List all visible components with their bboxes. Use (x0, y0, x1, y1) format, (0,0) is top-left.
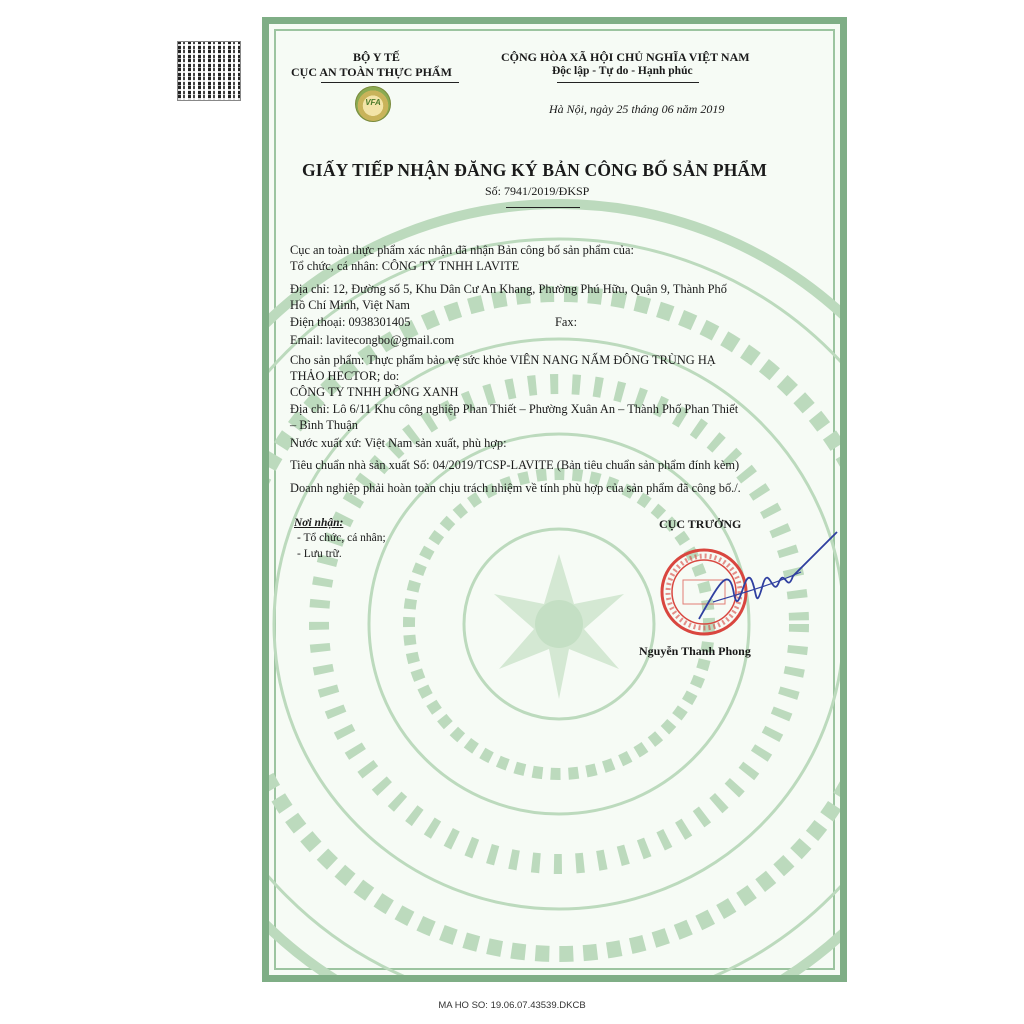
document-number: Số: 7941/2019/ĐKSP (485, 184, 590, 198)
manufacturer-address-2: – Bình Thuận (290, 418, 358, 432)
number-underline (506, 207, 580, 208)
document-title: GIẤY TIẾP NHẬN ĐĂNG KÝ BẢN CÔNG BỐ SẢN PHẨM (302, 160, 768, 180)
responsibility-line: Doanh nghiệp phải hoàn toàn chịu trách nhiệm về tính phù hợp của sản phẩm đã công bố./. (290, 481, 741, 495)
country-name: CỘNG HÒA XÃ HỘI CHỦ NGHĨA VIỆT NAM (501, 50, 750, 64)
issue-date: Hà Nội, ngày 25 tháng 06 năm 2019 (549, 102, 725, 116)
address-line-2: Hồ Chí Minh, Việt Nam (290, 298, 410, 312)
product-line-2: THẢO HECTOR; do: (290, 369, 400, 383)
agency-underline (321, 82, 459, 83)
signatory-name: Nguyễn Thanh Phong (639, 644, 751, 658)
signatory-title: CỤC TRƯỞNG (659, 517, 742, 531)
fax-label: Fax: (555, 315, 578, 329)
vfa-logo (355, 86, 391, 122)
manufacturer-name: CÔNG TY TNHH RỒNG XANH (290, 385, 459, 399)
certificate-frame (262, 17, 847, 982)
recipient-item: - Lưu trữ. (297, 548, 342, 560)
email-line: Email: lavitecongbo@gmail.com (290, 333, 455, 347)
address-line-1: Địa chỉ: 12, Đường số 5, Khu Dân Cư An Khang, Phường Phú Hữu, Quận 9, Thành Phố (290, 282, 727, 296)
qr-code (178, 42, 240, 100)
signature (689, 524, 839, 634)
motto: Độc lập - Tự do - Hạnh phúc (552, 65, 693, 77)
intro-line: Cục an toàn thực phẩm xác nhận đã nhận Bản công bố sản phẩm của: (290, 243, 634, 257)
organization-line: Tổ chức, cá nhân: CÔNG TY TNHH LAVITE (290, 259, 520, 273)
origin-line: Nước xuất xứ: Việt Nam sản xuất, phù hợp: (290, 436, 507, 450)
motto-underline (557, 82, 699, 83)
agency-name: CỤC AN TOÀN THỰC PHẨM (291, 65, 452, 79)
recipients-heading: Nơi nhận: (294, 517, 344, 529)
product-line-1: Cho sản phẩm: Thực phẩm bảo vệ sức khỏe VIÊN NANG NẤM ĐÔNG TRÙNG HẠ (290, 353, 716, 367)
logo-text: VFA (365, 98, 381, 107)
ministry-name: BỘ Y TẾ (353, 50, 400, 64)
recipient-item: - Tổ chức, cá nhân; (297, 532, 386, 544)
phone-line: Điện thoại: 0938301405 (290, 315, 411, 329)
standard-line: Tiêu chuẩn nhà sản xuất Số: 04/2019/TCSP-LAVITE (Bản tiêu chuẩn sản phẩm đính kèm) (290, 458, 740, 472)
manufacturer-address-1: Địa chỉ: Lô 6/11 Khu công nghiệp Phan Thiết – Phường Xuân An – Thành Phố Phan Thiết (290, 402, 739, 416)
record-code: MA HO SO: 19.06.07.43539.DKCB (438, 1000, 586, 1011)
